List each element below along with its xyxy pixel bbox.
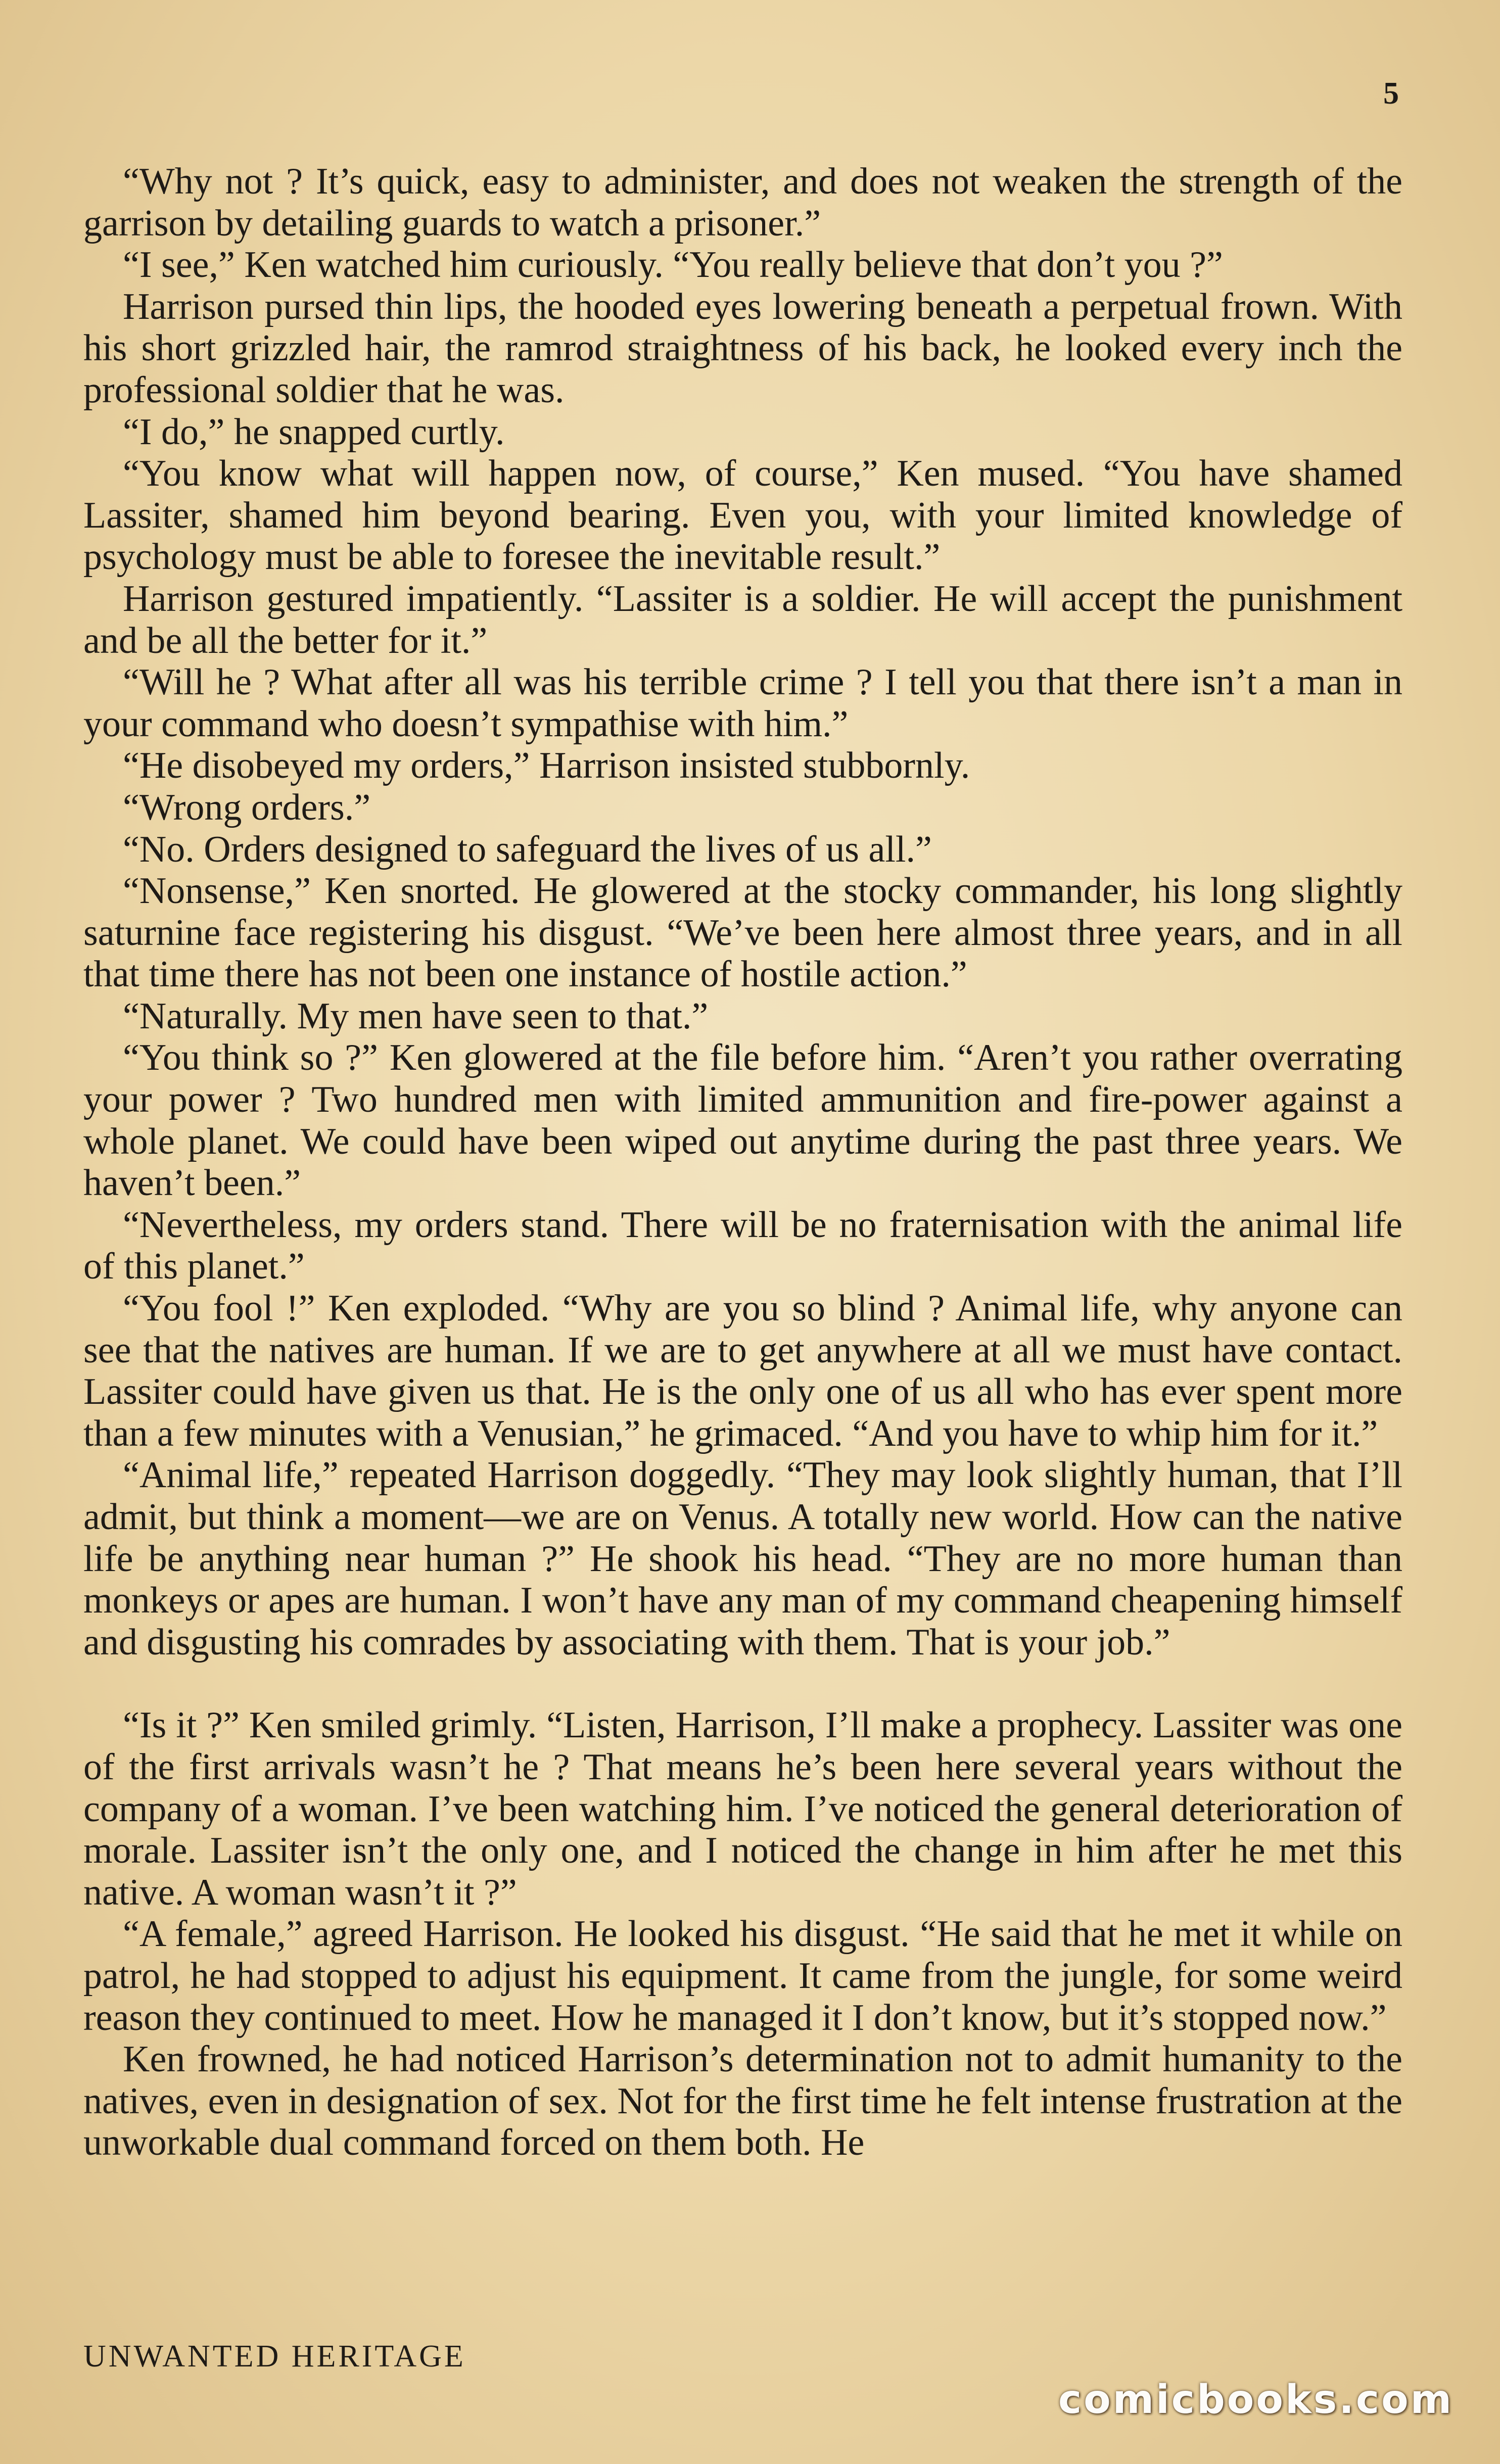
paragraph: Harrison pursed thin lips, the hooded eyes lowering beneath a perpetual frown. With his short grizzled hair, the ramrod straightness of his back, he looked every inch the professional soldier that he was. [83,286,1402,411]
paragraph: Harrison gestured impatiently. “Lassiter is a soldier. He will accept the punishment and be all the better for it.” [83,578,1402,661]
paragraph: “Nevertheless, my orders stand. There will be no fraternisation with the animal life of this planet.” [83,1204,1402,1288]
paragraph: “Naturally. My men have seen to that.” [123,995,709,1037]
paragraph: “You think so ?” Ken glowered at the file before him. “Aren’t you rather overrating your power ? Two hundred men with limited ammunition and fire-power against a whole planet. We could have been wiped out anytime during the past three years. We haven’t been.” [83,1037,1402,1204]
paragraph: “Wrong orders.” [123,786,371,828]
paragraph: “Nonsense,” Ken snorted. He glowered at the stocky commander, his long slightly saturnine face registering his disgust. “We’ve been here almost three years, and in all that time there has not been one instance of hostile action.” [83,870,1402,996]
paragraph: “He disobeyed my orders,” Harrison insisted stubbornly. [123,745,970,787]
paragraph: “I do,” he snapped curtly. [123,411,505,453]
watermark: comicbooks.com [1058,2377,1454,2423]
paragraph: “A female,” agreed Harrison. He looked his disgust. “He said that he met it while on patrol, he had stopped to adjust his equipment. It came from the jungle, for some weird reason they continued to meet. How he managed it I don’t know, but it’s stopped now.” [83,1913,1402,2039]
paragraph: Ken frowned, he had noticed Harrison’s determination not to admit humanity to the natives, even in designation of sex. Not for the first time he felt intense frustration at the unworkable dual command forced on them both. He [83,2039,1402,2164]
body-text [83,161,1402,2164]
paragraph: “No. Orders designed to safeguard the lives of us all.” [123,828,932,870]
paragraph: “I see,” Ken watched him curiously. “You really believe that don’t you ?” [123,244,1223,286]
paragraph: “Will he ? What after all was his terrible crime ? I tell you that there isn’t a man in your command who doesn’t sympathise with him.” [83,661,1402,745]
paragraph: “Is it ?” Ken smiled grimly. “Listen, Harrison, I’ll make a prophecy. Lassiter was one of the first arrivals wasn’t he ? That means he’s been here several years without the company of a woman. I’ve been watching him. I’ve noticed the general deterioration of morale. Lassiter isn’t the only one, and I noticed the change in him after he met this native. A woman wasn’t it ?” [83,1704,1402,1913]
paragraph: “Why not ? It’s quick, easy to administer, and does not weaken the strength of the garrison by detailing guards to watch a prisoner.” [83,161,1402,244]
running-footer: UNWANTED HERITAGE [83,2339,466,2374]
paragraph: “You fool !” Ken exploded. “Why are you so blind ? Animal life, why anyone can see that the natives are human. If we are to get anywhere at all we must have contact. Lassiter could have given us that. He is the only one of us all who has ever spent more than a few minutes with a Venusian,” he grimaced. “And you have to whip him for it.” [83,1288,1402,1454]
paragraph: “You know what will happen now, of course,” Ken mused. “You have shamed Lassiter, shamed him beyond bearing. Even you, with your limited knowledge of psychology must be able to foresee the inevitable result.” [83,453,1402,578]
paragraph: “Animal life,” repeated Harrison doggedly. “They may look slightly human, that I’ll admit, but think a moment—we are on Venus. A totally new world. How can the native life be anything near human ?” He shook his head. “They are no more human than monkeys or apes are human. I won’t have any man of my command cheapening himself and disgusting his comrades by associating with them. That is your job.” [83,1454,1402,1663]
page-number: 5 [1383,76,1399,111]
